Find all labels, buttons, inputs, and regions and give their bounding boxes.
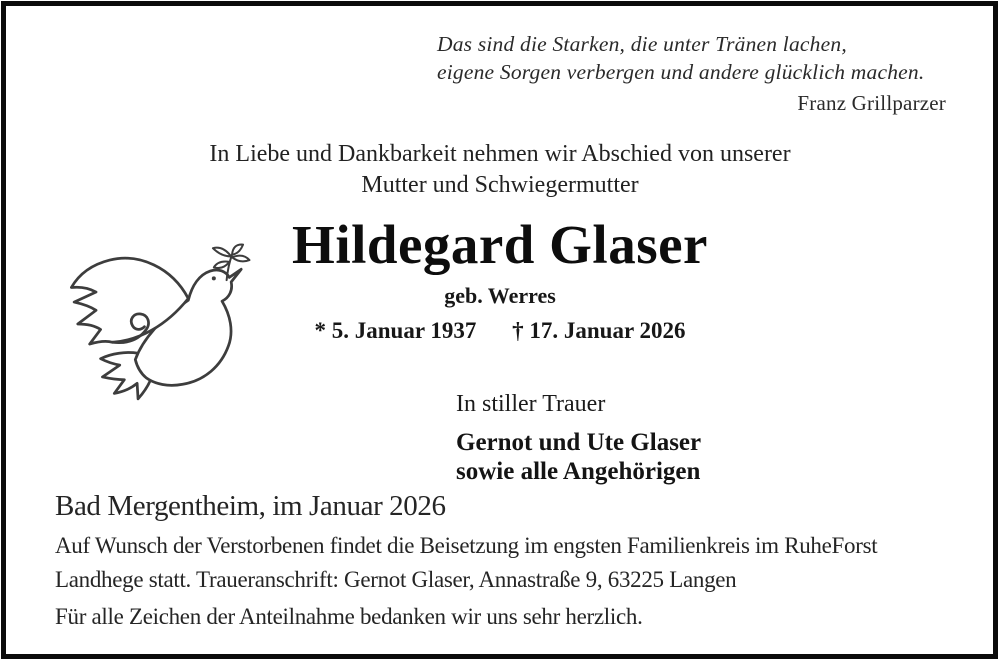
farewell-intro-line-2: Mutter und Schwiegermutter (361, 172, 639, 198)
death-date: † 17. Januar 2026 (512, 318, 686, 343)
mourners-relatives: sowie alle Angehörigen (456, 458, 701, 485)
quote-attribution: Franz Grillparzer (797, 91, 946, 115)
farewell-intro (0, 139, 1000, 201)
farewell-intro-line-1: In Liebe und Dankbarkeit nehmen wir Abschied von unserer (209, 141, 791, 167)
mourner-names: Gernot und Ute Glaser (456, 429, 702, 456)
place-date-line: Bad Mergentheim, im Januar 2026 (55, 490, 446, 522)
memorial-quote (437, 30, 950, 117)
quote-line-1: Das sind die Starken, die unter Tränen lachen, (437, 32, 847, 56)
burial-notice-line-2: Landhege statt. Traueranschrift: Gernot Glaser, Annastraße 9, 63225 Langen (55, 567, 737, 592)
deceased-name: Hildegard Glaser (292, 214, 708, 275)
maiden-name: geb. Werres (444, 283, 556, 308)
mourners-block (456, 391, 701, 486)
birth-date: * 5. Januar 1937 (314, 318, 477, 343)
thanks-line: Für alle Zeichen der Anteilnahme bedanken wir uns sehr herzlich. (55, 604, 643, 629)
burial-notice-line-1: Auf Wunsch der Verstorbenen findet die Beisetzung im engsten Familienkreis im RuheForst (55, 533, 878, 558)
dove-with-olive-branch-icon (44, 239, 254, 409)
quote-line-2: eigene Sorgen verbergen und andere glücklich machen. (437, 60, 925, 84)
mourners-intro: In stiller Trauer (456, 391, 606, 417)
burial-notice (55, 529, 955, 597)
